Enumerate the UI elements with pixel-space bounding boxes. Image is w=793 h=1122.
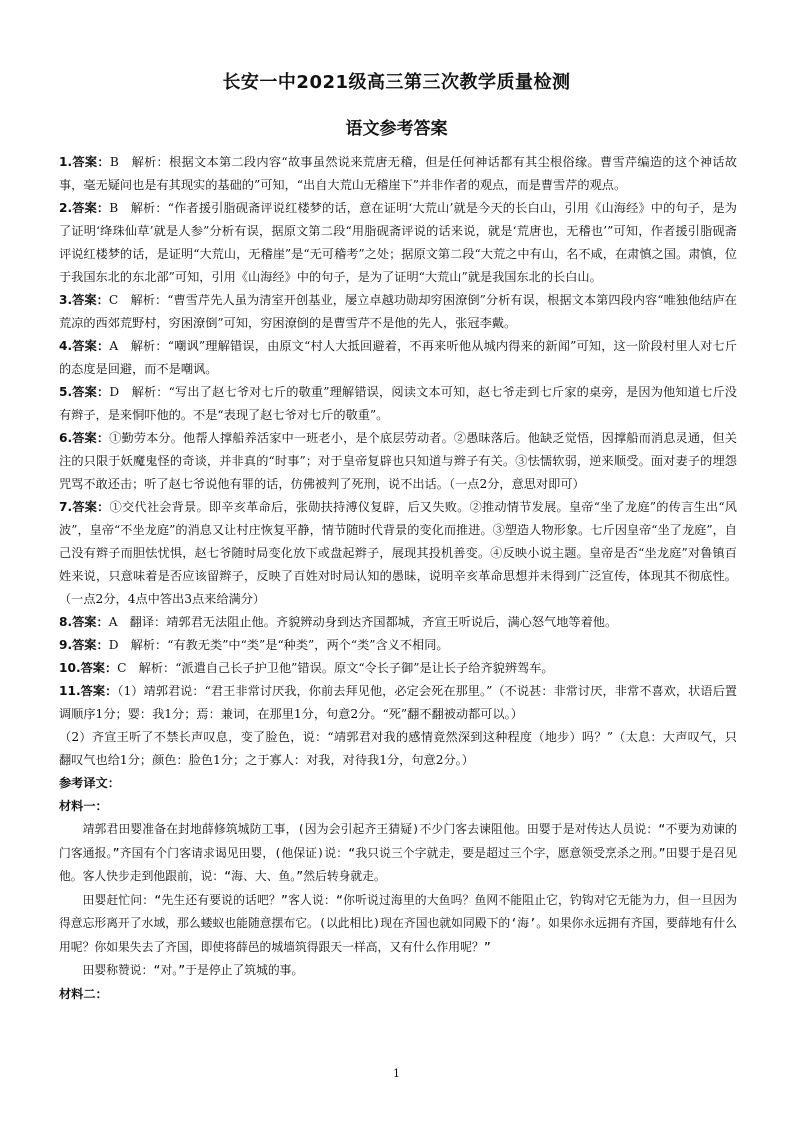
- answer-label: 4.答案：: [59, 339, 110, 353]
- answer-text: A 翻译：靖郭君无法阻止他。齐貌辨动身到达齐国都城，齐宣王听说后，满心怒气地等着他。: [108, 615, 618, 629]
- answer-text: D 解析：“有教无类”中“类”是“种类”，两个“类”含义不相同。: [108, 638, 449, 652]
- answer-text: （2）齐宣王听了不禁长声叹息，变了脸色，说：“靖郭君对我的感情竟然深到这种程度（地步）吗？”（太息：大声叹气，只翻叹气也给1分；颜色：脸色1分；之于寡人：对我，对待我1分，句意2分。）: [59, 730, 737, 767]
- answer-label: 10.答案：: [59, 661, 118, 675]
- translation-paragraph: 靖郭君田婴准备在封地薛修筑城防工事，(因为会引起齐王猜疑)不少门客去谏阻他。田婴于是对传达人员说：“不要为劝谏的门客通报。”齐国有个门客请求谒见田婴，(他保证)说：“我只说三个字就走，要是超过三个字，愿意领受烹杀之刑。”田婴于是召见他。客人快步走到他跟前，说：“海、大、鱼。”然后转身就走。: [59, 822, 737, 883]
- answer-item-9: [59, 634, 737, 657]
- translation-paragraph: 田婴称赞说：“对。”于是停止了筑城的事。: [82, 963, 304, 977]
- material-1-heading: 材料一：: [59, 799, 108, 813]
- answer-item-10: [59, 657, 737, 680]
- answer-content: [59, 151, 737, 1006]
- document-subtitle: 语文参考答案: [345, 119, 448, 139]
- answer-item-3: [59, 289, 737, 335]
- translation-heading: 参考译文：: [59, 776, 120, 790]
- answer-text: C 解析：“曹雪芹先人虽为清室开创基业，屡立卓越功勋却穷困潦倒”分析有误，根据文本第四段内容“唯独他结庐在荒凉的西郊荒野村，穷困潦倒”可知，穷困潦倒的是曹雪芹不是他的先人，张冠李戴。: [59, 293, 737, 330]
- material-2-heading: 材料二：: [59, 986, 108, 1001]
- answer-text: D 解析：“写出了赵七爷对七斤的敬重”理解错误，阅读文本可知，赵七爷走到七斤家的桌旁，是因为他知道七斤没有辫子，是来恫吓他的。不是“表现了赵七爷对七斤的敬重”。: [59, 385, 737, 422]
- answer-text: ①勤劳本分。他帮人撑船养活家中一班老小，是个底层劳动者。②愚昧落后。他缺乏觉悟，因撑船而消息灵通，但关注的只限于妖魔鬼怪的奇谈，并非真的“时事”；对于皇帝复辟也只知道与辫子有关。③怯懦软弱，逆来顺受。面对妻子的埋怨咒骂不敢还击；听了赵七爷说他有罪的话，仿佛被判了死刑，说不出话。（一点2分，意思对即可）: [59, 431, 737, 491]
- answer-item-6: [59, 427, 737, 496]
- answer-item-2: [59, 197, 737, 289]
- answer-item-1: [59, 151, 737, 197]
- answer-text: ①交代社会背景。即辛亥革命后，张勋扶持溥仪复辟，后又失败。②推动情节发展。皇帝“坐了龙庭”的传言生出“风波”，皇帝“不坐龙庭”的消息又让村庄恢复平静，情节随时代背景的变化而推进。③塑造人物形象。七斤因皇帝“坐了龙庭”，自己没有辫子而胆怯忧惧，赵七爷随时局变化放下或盘起辫子，展现其投机善变。④反映小说主题。皇帝是否“坐龙庭”对鲁镇百姓来说，只意味着是否应该留辫子，反映了百姓对时局认知的愚昧，说明辛亥革命思想并未得到广泛宣传，体现其不彻底性。（一点2分，4点中答出3点来给满分）: [59, 500, 737, 606]
- answer-label: 7.答案：: [59, 500, 110, 514]
- answer-label: 1.答案：: [59, 155, 110, 169]
- answer-item-5: [59, 381, 737, 427]
- answer-item-11-part-2: [59, 726, 737, 772]
- answer-label: 9.答案：: [59, 638, 109, 652]
- answer-label: 2.答案：: [59, 201, 110, 215]
- translation-paragraph: 田婴赶忙问：“先生还有要说的话吧？”客人说：“你听说过海里的大鱼吗？鱼网不能阻止它，钓钩对它无能为力，但一旦因为得意忘形离开了水域，那么蝼蚁也能随意摆布它。(以此相比)现在齐国也就如同殿下的‘海’。如果你永远拥有齐国，要薛地有什么用呢？你如果失去了齐国，即使将薛邑的城墙筑得跟天一样高，又有什么作用呢？”: [59, 892, 737, 954]
- answer-item-8: [59, 611, 737, 634]
- answer-text: A 解析：“嘲讽”理解错误，由原文“村人大抵回避着，不再来听他从城内得来的新闻”可知，这一阶段村里人对七斤的态度是回避，而不是嘲讽。: [59, 339, 737, 376]
- answer-text: C 解析：“派遣自己长子护卫他”错误。原文“令长子御”是让长子给齐貌辨驾车。: [117, 661, 554, 675]
- answer-item-7: [59, 496, 737, 611]
- answer-label: 11.答案：: [59, 684, 118, 698]
- answer-label: 3.答案：: [59, 293, 109, 307]
- answer-label: 6.答案：: [59, 431, 110, 445]
- answer-label: 5.答案：: [59, 385, 110, 399]
- document-title: 长安一中2021级高三第三次教学质量检测: [222, 72, 571, 93]
- answer-text: B 解析：根据文本第二段内容“故事虽然说来荒唐无稽，但是任何神话都有其尘根俗缘。曹雪芹编造的这个神话故事，毫无疑问也是有其现实的基础的”可知，“出自大荒山无稽崖下”并非作者的观点，而是曹雪芹的观点。: [59, 155, 737, 192]
- answer-text: B 解析：“作者援引脂砚斋评说红楼梦的话，意在证明‘大荒山’就是今天的长白山，引用《山海经》中的句子，是为了证明‘绛珠仙草’就是人参”分析有误，据原文第二段“用脂砚斋评说的话来说，就是‘荒唐也，无稽也’”可知，作者援引脂砚斋评说红楼梦的话，是证明“大荒山，无稽崖”是“无可稽考”之处；据原文第二段“大荒之中有山，名不咸，在肃慎之国。肃慎，位于我国东北的东北部”可知，引用《山海经》中的句子，是为了证明“大荒山”就是我国东北的长白山。: [59, 201, 737, 284]
- answer-item-11: [59, 680, 737, 726]
- answer-text: （1）靖郭君说：“君王非常讨厌我，你前去拜见他，必定会死在那里。”（不说甚：非常讨厌，非常不喜欢，状语后置调顺序1分；婴：我1分；焉：兼词，在那里1分，句意2分。“死”翻不翻被动都可以。）: [59, 684, 737, 721]
- answer-label: 8.答案：: [59, 615, 109, 629]
- page-number: 1: [393, 1067, 400, 1080]
- answer-item-4: [59, 335, 737, 381]
